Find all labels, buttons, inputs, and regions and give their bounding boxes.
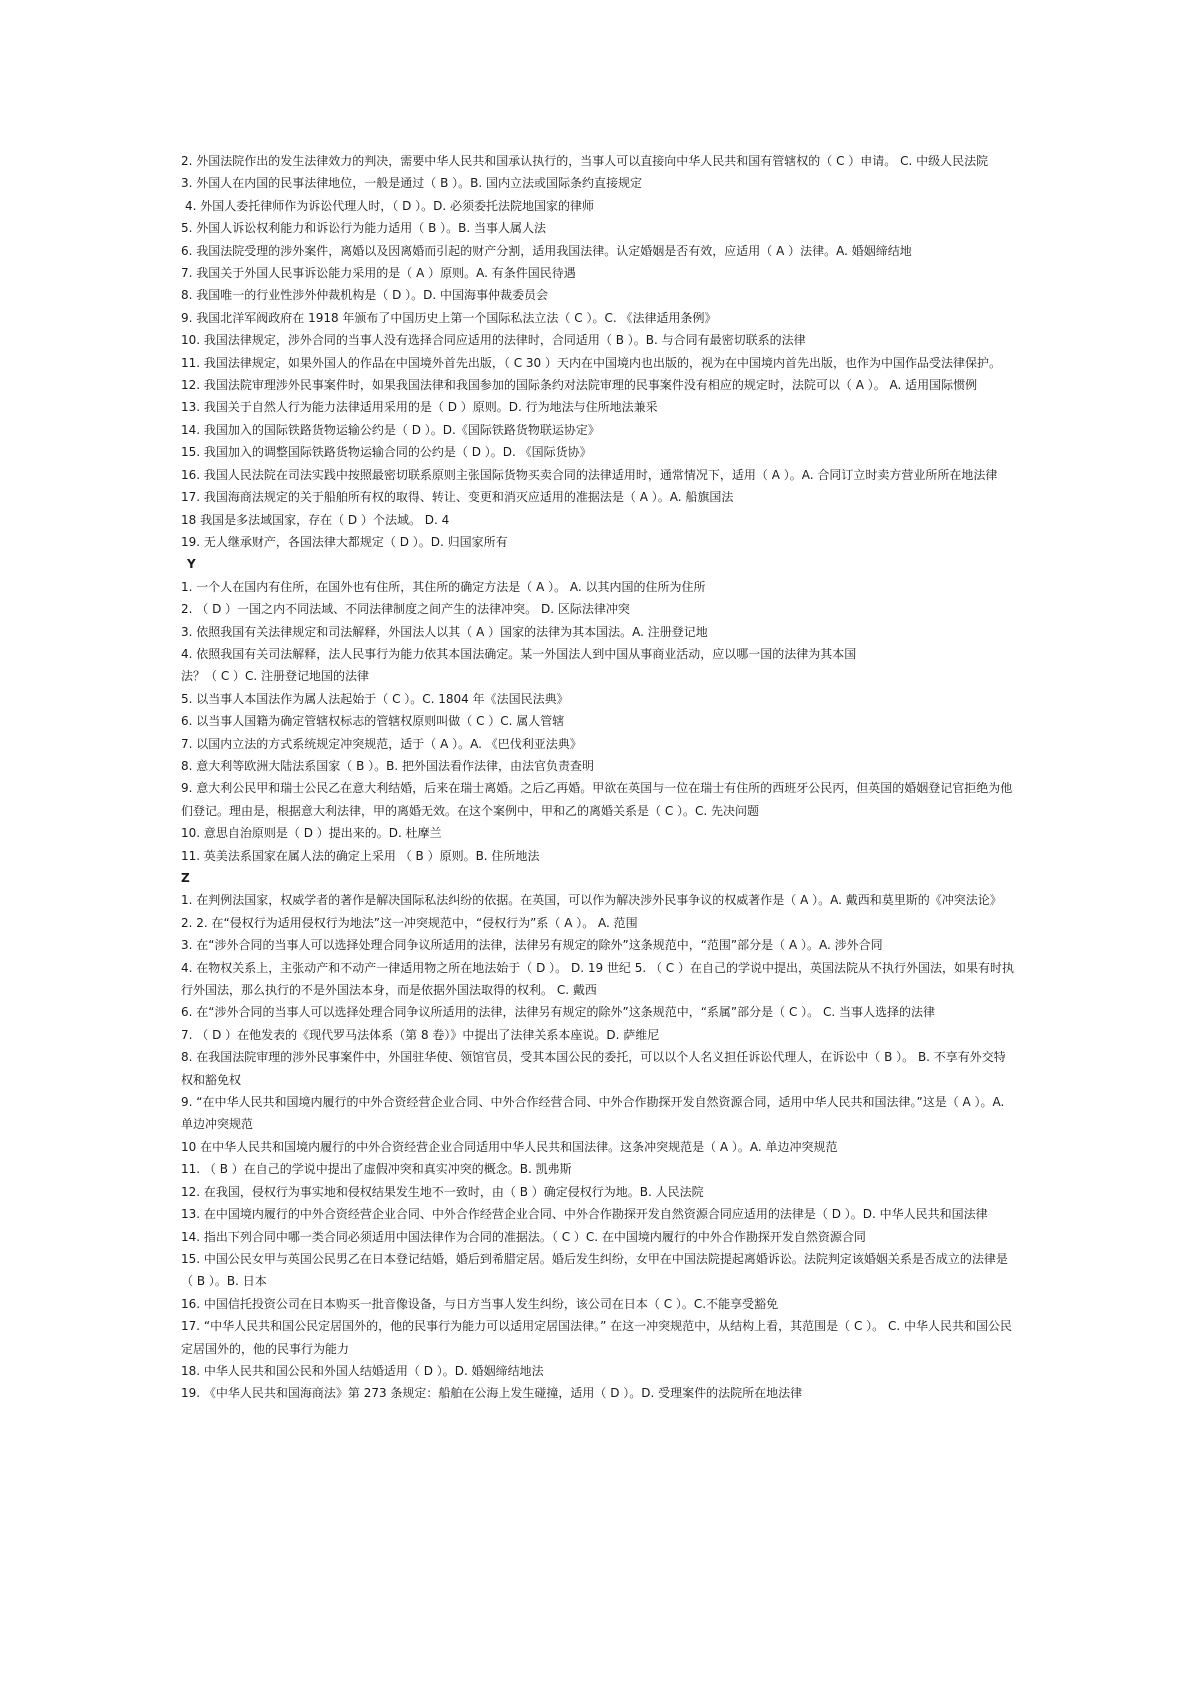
question-y-6: 6. 以当事人国籍为确定管辖权标志的管辖权原则叫做（ C ）C. 属人管辖 [181, 714, 565, 729]
question-z-12: 12. 在我国，侵权行为事实地和侵权结果发生地不一致时，由（ B ）确定侵权行为地。B. 人民法院 [181, 1184, 704, 1199]
question-x-13: 13. 我国关于自然人行为能力法律适用采用的是（ D ）原则。D. 行为地法与住所地法兼采 [181, 400, 658, 415]
question-y-7: 7. 以国内立法的方式系统规定冲突规范，适于（ A ）。A. 《巴伐利亚法典》 [181, 736, 582, 751]
document-page [181, 150, 1016, 1405]
question-x-3: 3. 外国人在内国的民事法律地位，一般是通过（ B ）。B. 国内立法或国际条约直接规定 [181, 176, 642, 191]
question-z-7: 7. （ D ）在他发表的《现代罗马法体系（第 8 卷）》中提出了法律关系本座说。D. 萨维尼 [181, 1027, 660, 1042]
question-y-10: 10. 意思自治原则是（ D ）提出来的。D. 杜摩兰 [181, 826, 442, 841]
question-x-12: 12. 我国法院审理涉外民事案件时，如果我国法律和我国参加的国际条约对法院审理的民事案件没有相应的规定时，法院可以（ A ）。 A. 适用国际惯例 [181, 378, 978, 393]
question-x-10: 10. 我国法律规定，涉外合同的当事人没有选择合同应适用的法律时，合同适用（ B ）。B. 与合同有最密切联系的法律 [181, 333, 806, 348]
question-z-2: 2. 2. 在“侵权行为适用侵权行为地法”这一冲突规范中，“侵权行为”系（ A ）。 A. 范围 [181, 915, 638, 930]
question-z-1: 1. 在判例法国家，权威学者的著作是解决国际私法纠纷的依据。在英国，可以作为解决涉外民事争议的权威著作是（ A ）。A. 戴西和莫里斯的《冲突法论》 [181, 893, 1002, 908]
question-y-8: 8. 意大利等欧洲大陆法系国家（ B ）。B. 把外国法看作法律，由法官负责查明 [181, 758, 594, 773]
question-x-6: 6. 我国法院受理的涉外案件，离婚以及因离婚而引起的财产分割，适用我国法律。认定婚姻是否有效，应适用（ A ）法律。A. 婚姻缔结地 [181, 243, 912, 258]
question-z-6: 6. 在“涉外合同的当事人可以选择处理合同争议所适用的法律，法律另有规定的除外”这条规范中，“系属”部分是（ C ）。 C. 当事人选择的法律 [181, 1005, 935, 1020]
section-heading-z: Z [181, 871, 190, 885]
question-y-5: 5. 以当事人本国法作为属人法起始于（ C ）。C. 1804 年《法国民法典》 [181, 691, 569, 706]
question-x-18: 18 我国是多法域国家，存在（ D ）个法域。 D. 4 [181, 512, 450, 527]
question-x-14: 14. 我国加入的国际铁路货物运输公约是（ D ）。D.《国际铁路货物联运协定》 [181, 422, 600, 437]
question-x-11: 11. 我国法律规定，如果外国人的作品在中国境外首先出版，（ C 30 ）天内在中国境内也出版的，视为在中国境内首先出版，也作为中国作品受法律保护。 [181, 355, 1001, 370]
question-x-16: 16. 我国人民法院在司法实践中按照最密切联系原则主张国际货物买卖合同的法律适用时，通常情况下，适用（ A ）。A. 合同订立时卖方营业所所在地法律 [181, 467, 998, 482]
question-x-8: 8. 我国唯一的行业性涉外仲裁机构是（ D ）。D. 中国海事仲裁委员会 [181, 288, 549, 303]
question-x-5: 5. 外国人诉讼权利能力和诉讼行为能力适用（ B ）。B. 当事人属人法 [181, 221, 546, 236]
question-x-19: 19. 无人继承财产，各国法律大都规定（ D ）。D. 归国家所有 [181, 534, 508, 549]
question-z-19: 19. 《中华人民共和国海商法》第 273 条规定：船舶在公海上发生碰撞，适用（ D ）。D. 受理案件的法院所在地法律 [181, 1386, 803, 1401]
question-z-17: 17. “中华人民共和国公民定居国外的，他的民事行为能力可以适用定居国法律。” 在这一冲突规范中，从结构上看，其范围是（ C ）。 C. 中华人民共和国公民定居国外的，他的民事行为能力 [181, 1319, 1012, 1356]
question-y-11: 11. 英美法系国家在属人法的确定上采用 （ B ）原则。B. 住所地法 [181, 848, 540, 863]
question-x-17: 17. 我国海商法规定的关于船舶所有权的取得、转让、变更和消灭应适用的准据法是（ A ）。A. 船旗国法 [181, 490, 734, 505]
question-y-9: 9. 意大利公民甲和瑞士公民乙在意大利结婚，后来在瑞士离婚。之后乙再婚。甲欲在英国与一位在瑞士有住所的西班牙公民丙，但英国的婚姻登记官拒绝为他们登记。理由是，根据意大利法律，甲的离婚无效。在这个案例中，甲和乙的离婚关系是（ C ）。C. 先决问题 [181, 781, 1013, 818]
question-y-3: 3. 依照我国有关法律规定和司法解释，外国法人以其（ A ）国家的法律为其本国法。A. 注册登记地 [181, 624, 708, 639]
question-y-4: 4. 依照我国有关司法解释，法人民事行为能力依其本国法确定。某一外国法人到中国从事商业活动，应以哪一国的法律为其本国 [181, 646, 857, 661]
question-z-13: 13. 在中国境内履行的中外合资经营企业合同、中外合作经营企业合同、中外合作勘探开发自然资源合同应适用的法律是（ D ）。D. 中华人民共和国法律 [181, 1207, 988, 1222]
question-z-10: 10 在中华人民共和国境内履行的中外合资经营企业合同适用中华人民共和国法律。这条冲突规范是（ A ）。A. 单边冲突规范 [181, 1139, 838, 1154]
question-z-11: 11. （ B ）在自己的学说中提出了虚假冲突和真实冲突的概念。B. 凯弗斯 [181, 1162, 572, 1177]
question-x-7: 7. 我国关于外国人民事诉讼能力采用的是（ A ）原则。A. 有条件国民待遇 [181, 266, 576, 281]
question-z-8: 8. 在我国法院审理的涉外民事案件中，外国驻华使、领馆官员，受其本国公民的委托，可以以个人名义担任诉讼代理人，在诉讼中（ B ）。 B. 不享有外交特权和豁免权 [181, 1050, 1006, 1087]
question-z-15: 15. 中国公民女甲与英国公民男乙在日本登记结婚，婚后到希腊定居。婚后发生纠纷，女甲在中国法院提起离婚诉讼。法院判定该婚姻关系是否成立的法律是（ B ）。B. 日本 [181, 1251, 1008, 1289]
question-z-9: 9. “在中华人民共和国境内履行的中外合资经营企业合同、中外合作经营合同、中外合作勘探开发自然资源合同，适用中华人民共和国法律。”这是（ A ）。A. 单边冲突规范 [181, 1095, 1005, 1132]
question-z-3: 3. 在“涉外合同的当事人可以选择处理合同争议所适用的法律，法律另有规定的除外”这条规范中，“范围”部分是（ A ）。A. 涉外合同 [181, 938, 883, 953]
question-y-4-continued: 法？（ C ）C. 注册登记地国的法律 [181, 669, 370, 684]
question-x-2: 2. 外国法院作出的发生法律效力的判决，需要中华人民共和国承认执行的，当事人可以直接向中华人民共和国有管辖权的（ C ）申请。 C. 中级人民法院 [181, 154, 989, 168]
question-z-14: 14. 指出下列合同中哪一类合同必须适用中国法律作为合同的准据法。（ C ）C. 在中国境内履行的中外合作勘探开发自然资源合同 [181, 1229, 866, 1244]
question-x-4: 4. 外国人委托律师作为诉讼代理人时，（ D ）。D. 必须委托法院地国家的律师 [185, 198, 595, 213]
section-heading-y: Y [187, 557, 196, 572]
question-z-18: 18. 中华人民共和国公民和外国人结婚适用（ D ）。D. 婚姻缔结地法 [181, 1363, 544, 1378]
question-z-4-5: 4. 在物权关系上，主张动产和不动产一律适用物之所在地法始于（ D ）。 D. 19 世纪 5. （ C ）在自己的学说中提出，英国法院从不执行外国法，如果有时执行外国法，那么执行的不是外国法本身，而是依据外国法取得的权利。 C. 戴西 [181, 960, 1014, 998]
question-x-9: 9. 我国北洋军阀政府在 1918 年颁布了中国历史上第一个国际私法立法（ C ）。C. 《法律适用条例》 [181, 310, 717, 325]
question-z-16: 16. 中国信托投资公司在日本购买一批音像设备，与日方当事人发生纠纷，该公司在日本（ C ）。C.不能享受豁免 [181, 1296, 779, 1311]
question-x-15: 15. 我国加入的调整国际铁路货物运输合同的公约是（ D ）。D. 《国际货协》 [181, 445, 592, 460]
question-y-2: 2. （ D ）一国之内不同法域、不同法律制度之间产生的法律冲突。 D. 区际法律冲突 [181, 602, 630, 617]
question-y-1: 1. 一个人在国内有住所，在国外也有住所，其住所的确定方法是（ A ）。 A. 以其内国的住所为住所 [181, 579, 706, 594]
